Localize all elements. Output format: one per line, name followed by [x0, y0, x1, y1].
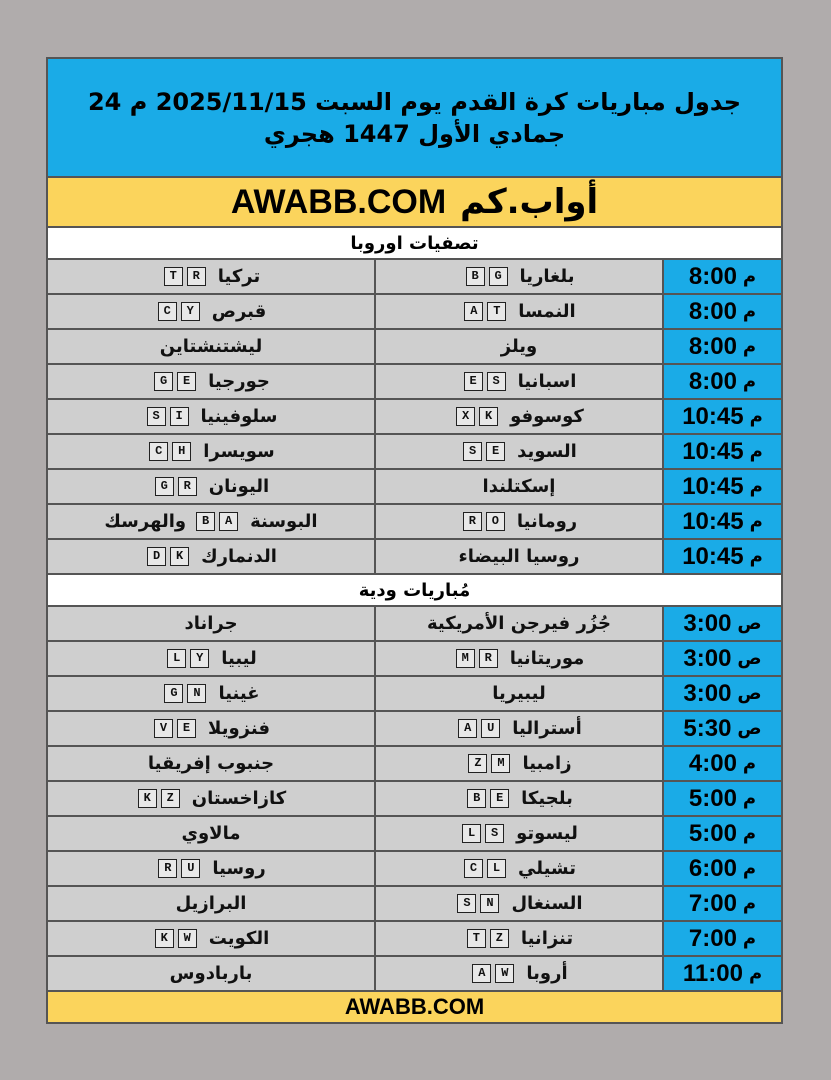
time-value: 8:00: [688, 297, 737, 325]
away-team: [48, 782, 374, 815]
home-team: [374, 817, 662, 850]
country-code-letter: E: [486, 442, 505, 461]
country-code: [147, 442, 193, 461]
country-code-letter: B: [466, 267, 485, 286]
country-code-letter: T: [164, 267, 183, 286]
country-code-letter: R: [158, 859, 177, 878]
away-team: [48, 505, 374, 538]
time-value: 5:00: [688, 819, 737, 847]
country-code-letter: T: [467, 929, 486, 948]
away-team-name: سويسرا: [203, 441, 275, 462]
country-code: [152, 719, 198, 738]
country-code-letter: A: [219, 512, 238, 531]
home-team: [374, 365, 662, 398]
away-team-name: ليشتنشتاين: [159, 336, 263, 357]
country-code-letter: G: [155, 477, 174, 496]
time-meridiem: م: [742, 893, 757, 914]
time-value: 10:45: [682, 542, 744, 570]
match-row: [48, 747, 781, 782]
country-code-letter: C: [149, 442, 168, 461]
match-time: [662, 677, 781, 710]
home-team: [374, 505, 662, 538]
match-time: [662, 470, 781, 503]
time-value: 10:45: [682, 402, 744, 430]
country-code-letter: K: [479, 407, 498, 426]
time-meridiem: ص: [737, 718, 762, 739]
country-code: [461, 512, 507, 531]
time-meridiem: م: [749, 546, 763, 567]
country-code: [460, 824, 506, 843]
country-code-letter: E: [464, 372, 483, 391]
time-meridiem: م: [749, 476, 763, 497]
match-time: [662, 295, 781, 328]
home-team-name: ليسوتو: [516, 823, 578, 844]
country-code-letter: M: [456, 649, 475, 668]
away-team-name-suffix: والهرسك: [104, 511, 187, 532]
country-code-letter: Y: [190, 649, 209, 668]
footer-site: AWABB.COM: [48, 992, 781, 1022]
country-code-letter: U: [181, 859, 200, 878]
country-code-letter: G: [489, 267, 508, 286]
home-team-name: ويلز: [500, 336, 538, 357]
home-team-name: النمسا: [518, 301, 576, 322]
home-team-name: إسكتلندا: [482, 476, 556, 497]
country-code-letter: L: [167, 649, 186, 668]
home-team-name: تنزانيا: [520, 928, 574, 949]
away-team: [48, 607, 374, 640]
country-code-letter: S: [457, 894, 476, 913]
match-row: [48, 817, 781, 852]
country-code-letter: Z: [490, 929, 509, 948]
away-team-name: الكويت: [208, 928, 270, 949]
country-code-letter: Y: [181, 302, 200, 321]
away-team: [48, 642, 374, 675]
away-team-name: جورجيا: [208, 371, 270, 392]
match-time: [662, 712, 781, 745]
away-team-name: فنزويلا: [208, 718, 270, 739]
country-code-letter: S: [487, 372, 506, 391]
country-code: [462, 372, 508, 391]
country-code-letter: E: [177, 719, 196, 738]
home-team-name: السويد: [517, 441, 577, 462]
time-meridiem: م: [742, 858, 757, 879]
home-team: [374, 400, 662, 433]
match-time: [662, 817, 781, 850]
away-team-name: جراناد: [184, 613, 238, 634]
home-team-name: السنغال: [511, 893, 583, 914]
time-meridiem: م: [742, 301, 757, 322]
away-team: [48, 365, 374, 398]
away-team: [48, 817, 374, 850]
time-value: 8:00: [688, 332, 737, 360]
home-team: [374, 540, 662, 573]
away-team-name: البوسنة: [250, 511, 318, 532]
time-meridiem: م: [742, 753, 757, 774]
match-row: [48, 365, 781, 400]
country-code-letter: A: [472, 964, 491, 983]
match-row: [48, 957, 781, 992]
away-team-name: اليونان: [208, 476, 270, 497]
match-time: [662, 922, 781, 955]
time-value: 10:45: [682, 507, 744, 535]
home-team: [374, 607, 662, 640]
country-code: [470, 964, 516, 983]
country-code: [152, 372, 198, 391]
match-row: [48, 505, 781, 540]
home-team-name: جُزُر فيرجن الأمريكية: [427, 613, 611, 634]
away-team-name: جنبوب إفريقيا: [147, 753, 275, 774]
country-code-letter: W: [178, 929, 197, 948]
time-value: 4:00: [688, 749, 737, 777]
match-row: [48, 782, 781, 817]
section-title: مُباريات ودية: [48, 575, 781, 607]
country-code: [194, 512, 240, 531]
away-team-name: الدنمارك: [201, 546, 277, 567]
country-code-letter: M: [491, 754, 510, 773]
country-code: [462, 859, 508, 878]
country-code-letter: S: [485, 824, 504, 843]
match-row: [48, 677, 781, 712]
country-code-letter: K: [170, 547, 189, 566]
country-code-letter: E: [490, 789, 509, 808]
country-code: [465, 929, 511, 948]
country-code-letter: K: [155, 929, 174, 948]
time-value: 3:00: [683, 644, 732, 672]
match-row: [48, 260, 781, 295]
country-code: [153, 929, 199, 948]
home-team: [374, 470, 662, 503]
match-time: [662, 330, 781, 363]
country-code: [464, 267, 510, 286]
time-value: 5:30: [683, 714, 732, 742]
match-time: [662, 435, 781, 468]
country-code: [465, 789, 511, 808]
time-meridiem: م: [742, 371, 757, 392]
home-team-name: بلجيكا: [521, 788, 573, 809]
match-row: [48, 642, 781, 677]
country-code-letter: A: [458, 719, 477, 738]
country-code-letter: I: [170, 407, 189, 426]
country-code-letter: V: [154, 719, 173, 738]
match-time: [662, 400, 781, 433]
country-code-letter: S: [147, 407, 166, 426]
away-team-name: روسيا: [212, 858, 266, 879]
country-code-letter: X: [456, 407, 475, 426]
away-team: [48, 295, 374, 328]
match-row: [48, 887, 781, 922]
away-team-name: باربادوس: [169, 963, 253, 984]
away-team: [48, 677, 374, 710]
country-code-letter: S: [463, 442, 482, 461]
match-time: [662, 782, 781, 815]
time-value: 5:00: [688, 784, 737, 812]
country-code: [145, 547, 191, 566]
home-team: [374, 957, 662, 990]
away-team: [48, 712, 374, 745]
match-row: [48, 852, 781, 887]
country-code-letter: C: [158, 302, 177, 321]
match-time: [662, 887, 781, 920]
country-code-letter: N: [187, 684, 206, 703]
match-time: [662, 642, 781, 675]
home-team-name: بلغاريا: [519, 266, 575, 287]
country-code: [162, 267, 208, 286]
home-team: [374, 747, 662, 780]
away-team: [48, 922, 374, 955]
country-code-letter: E: [177, 372, 196, 391]
match-row: [48, 330, 781, 365]
home-team: [374, 435, 662, 468]
away-team-name: ليبيا: [221, 648, 257, 669]
away-team: [48, 540, 374, 573]
time-meridiem: ص: [737, 683, 762, 704]
away-team: [48, 400, 374, 433]
home-team: [374, 712, 662, 745]
away-team-name: كازاخستان: [191, 788, 287, 809]
country-code-letter: O: [486, 512, 505, 531]
time-meridiem: م: [742, 266, 757, 287]
away-team: [48, 260, 374, 293]
country-code-letter: H: [172, 442, 191, 461]
time-value: 7:00: [688, 924, 737, 952]
time-meridiem: م: [749, 441, 763, 462]
match-row: [48, 435, 781, 470]
home-team-name: ليبيريا: [492, 683, 546, 704]
country-code: [156, 302, 202, 321]
schedule-sheet: [46, 57, 783, 1024]
country-code-letter: R: [178, 477, 197, 496]
match-row: [48, 295, 781, 330]
site-banner: [48, 178, 781, 228]
country-code-letter: Z: [161, 789, 180, 808]
country-code-letter: G: [164, 684, 183, 703]
home-team: [374, 782, 662, 815]
home-team-name: كوسوفو: [510, 406, 584, 427]
away-team: [48, 470, 374, 503]
country-code-letter: K: [138, 789, 157, 808]
country-code: [461, 442, 507, 461]
home-team: [374, 887, 662, 920]
home-team: [374, 295, 662, 328]
home-team: [374, 852, 662, 885]
match-time: [662, 365, 781, 398]
country-code-letter: R: [187, 267, 206, 286]
time-value: 3:00: [683, 679, 732, 707]
time-value: 8:00: [688, 262, 737, 290]
country-code: [156, 859, 202, 878]
away-team-name: قبرص: [211, 301, 267, 322]
time-meridiem: م: [748, 963, 763, 984]
match-time: [662, 607, 781, 640]
page-title: جدول مباريات كرة القدم يوم السبت 2025/11/15 م 24 جمادي الأول 1447 هجري: [48, 59, 781, 178]
match-row: [48, 712, 781, 747]
home-team-name: اسبانيا: [517, 371, 577, 392]
match-sections: [48, 228, 781, 992]
country-code: [455, 894, 501, 913]
home-team-name: أستراليا: [512, 718, 582, 739]
country-code: [456, 719, 502, 738]
time-value: 7:00: [688, 889, 737, 917]
country-code: [454, 649, 500, 668]
away-team: [48, 330, 374, 363]
away-team-name: تركيا: [217, 266, 261, 287]
home-team-name: موريتانيا: [509, 648, 585, 669]
home-team-name: أروبا: [526, 963, 568, 984]
home-team-name: روسيا البيضاء: [458, 546, 580, 567]
country-code-letter: L: [487, 859, 506, 878]
time-value: 6:00: [688, 854, 737, 882]
country-code: [462, 302, 508, 321]
match-time: [662, 852, 781, 885]
home-team: [374, 642, 662, 675]
match-time: [662, 747, 781, 780]
time-meridiem: م: [742, 928, 757, 949]
match-row: [48, 540, 781, 575]
country-code-letter: G: [154, 372, 173, 391]
away-team-name: غينيا: [218, 683, 260, 704]
match-row: [48, 400, 781, 435]
country-code-letter: Z: [468, 754, 487, 773]
home-team: [374, 330, 662, 363]
country-code-letter: R: [463, 512, 482, 531]
section-title: تصفيات اوروبا: [48, 228, 781, 260]
country-code: [454, 407, 500, 426]
match-time: [662, 957, 781, 990]
match-row: [48, 470, 781, 505]
time-meridiem: م: [742, 336, 757, 357]
home-team-name: تشيلي: [518, 858, 576, 879]
country-code: [466, 754, 512, 773]
away-team: [48, 887, 374, 920]
country-code-letter: W: [495, 964, 514, 983]
time-meridiem: م: [742, 788, 757, 809]
away-team: [48, 852, 374, 885]
country-code-letter: L: [462, 824, 481, 843]
time-meridiem: م: [749, 406, 763, 427]
away-team: [48, 435, 374, 468]
time-value: 11:00: [682, 959, 743, 987]
away-team-name: سلوفينيا: [200, 406, 278, 427]
match-time: [662, 540, 781, 573]
home-team: [374, 922, 662, 955]
match-time: [662, 260, 781, 293]
country-code-letter: D: [147, 547, 166, 566]
country-code-letter: B: [467, 789, 486, 808]
country-code-letter: N: [480, 894, 499, 913]
country-code-letter: U: [481, 719, 500, 738]
time-value: 8:00: [688, 367, 737, 395]
country-code-letter: R: [479, 649, 498, 668]
country-code: [136, 789, 182, 808]
away-team-name: مالاوي: [181, 823, 241, 844]
home-team: [374, 260, 662, 293]
time-meridiem: م: [742, 823, 757, 844]
country-code: [153, 477, 199, 496]
away-team-name: البرازيل: [175, 893, 247, 914]
time-value: 3:00: [683, 609, 732, 637]
time-meridiem: ص: [737, 648, 762, 669]
country-code-letter: T: [487, 302, 506, 321]
match-time: [662, 505, 781, 538]
away-team: [48, 747, 374, 780]
time-meridiem: م: [749, 511, 763, 532]
match-row: [48, 607, 781, 642]
site-name-arabic: أواب.كم: [460, 182, 599, 222]
time-meridiem: ص: [737, 613, 762, 634]
time-value: 10:45: [682, 472, 744, 500]
country-code-letter: A: [464, 302, 483, 321]
country-code: [165, 649, 211, 668]
home-team-name: رومانيا: [516, 511, 578, 532]
home-team-name: زامبيا: [522, 753, 572, 774]
home-team: [374, 677, 662, 710]
country-code-letter: B: [196, 512, 215, 531]
site-name: AWABB.COM: [230, 182, 447, 221]
country-code-letter: C: [464, 859, 483, 878]
country-code: [162, 684, 208, 703]
time-value: 10:45: [682, 437, 744, 465]
match-row: [48, 922, 781, 957]
away-team: [48, 957, 374, 990]
country-code: [145, 407, 191, 426]
